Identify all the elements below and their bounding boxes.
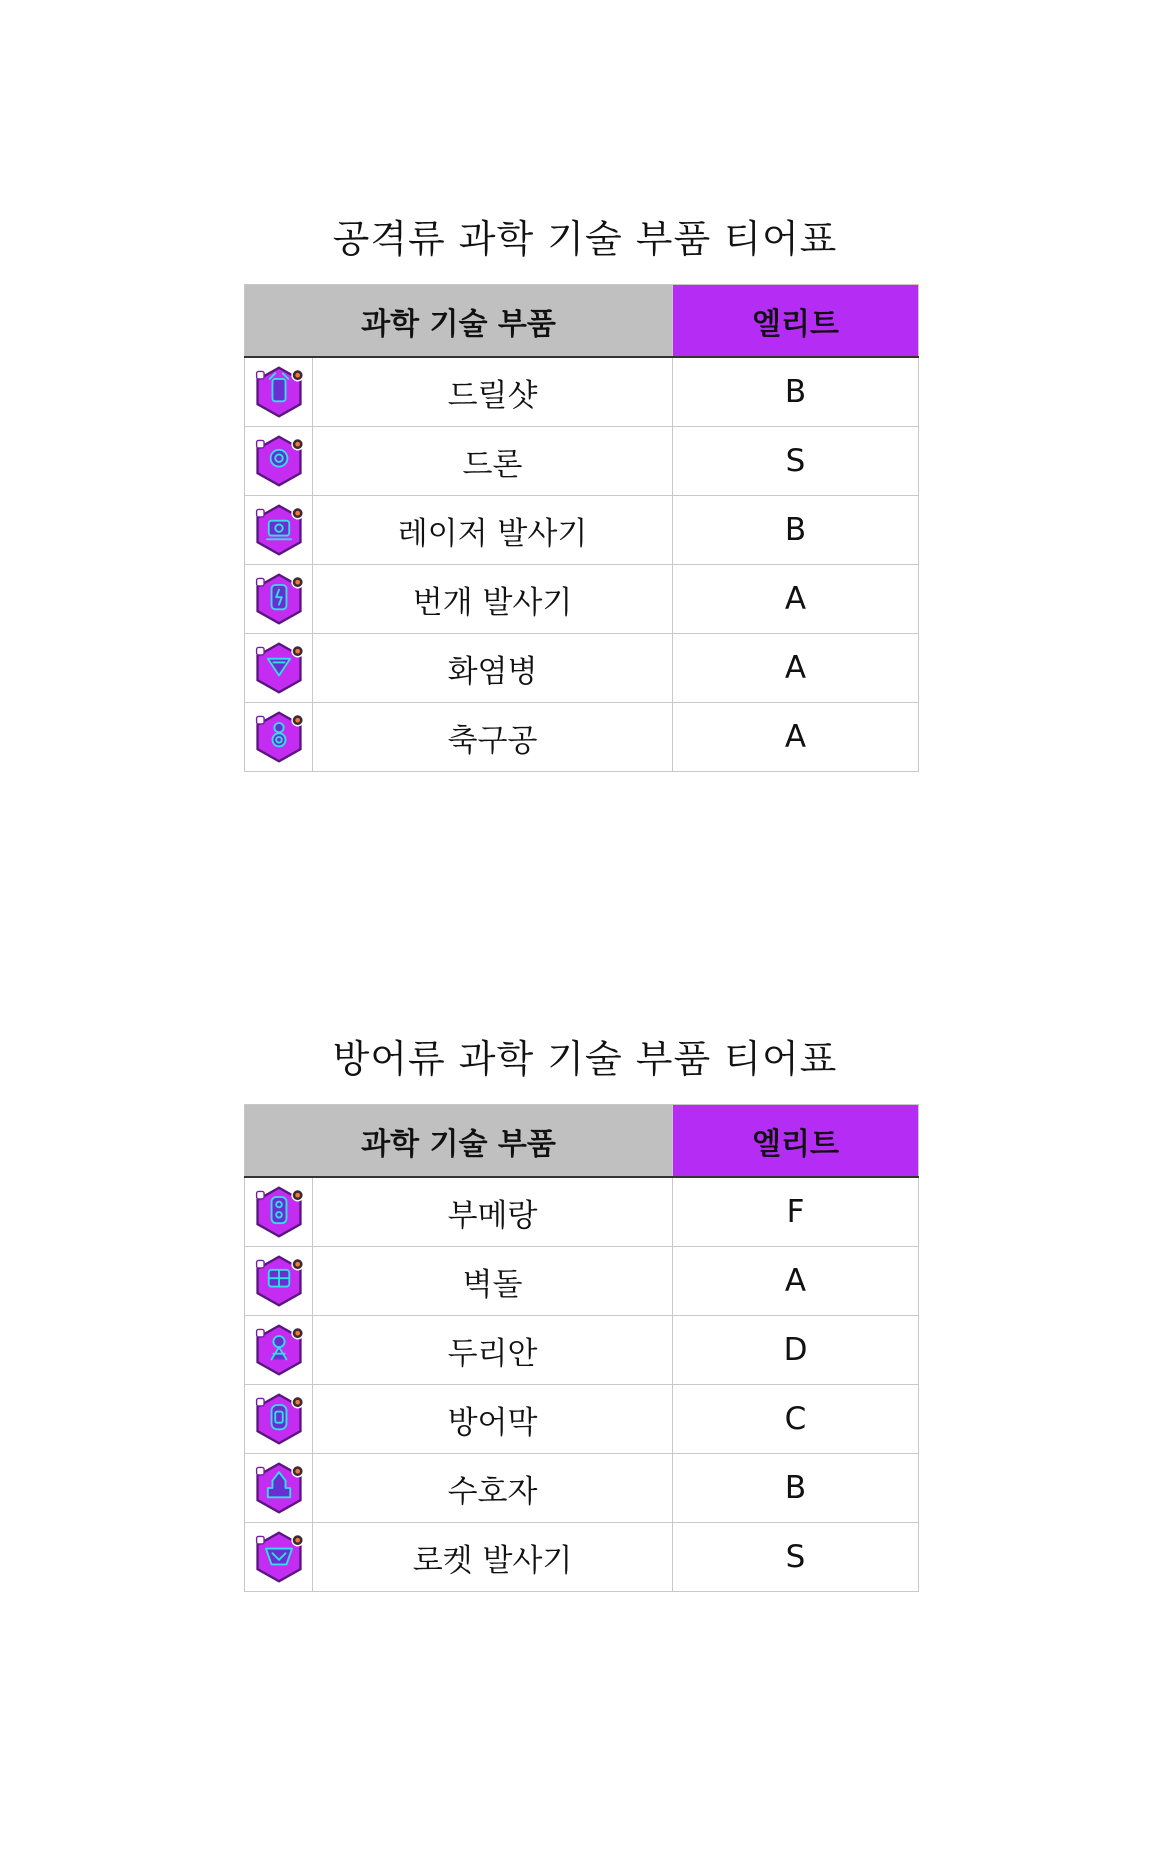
shield-barrier-icon bbox=[245, 1385, 313, 1454]
table-header-row bbox=[245, 1105, 919, 1178]
part-grade: A bbox=[673, 634, 919, 703]
part-grade: B bbox=[673, 357, 919, 427]
table-row bbox=[245, 496, 919, 565]
part-name: 방어막 bbox=[313, 1385, 673, 1454]
header-elite-label: 엘리트 bbox=[673, 285, 919, 358]
guardian-icon bbox=[245, 1454, 313, 1523]
drone-icon bbox=[245, 427, 313, 496]
header-elite-label: 엘리트 bbox=[673, 1105, 919, 1178]
part-grade: F bbox=[673, 1177, 919, 1247]
part-name: 부메랑 bbox=[313, 1177, 673, 1247]
table-row bbox=[245, 634, 919, 703]
table-row bbox=[245, 1385, 919, 1454]
part-grade: B bbox=[673, 1454, 919, 1523]
part-name: 벽돌 bbox=[313, 1247, 673, 1316]
part-grade: A bbox=[673, 1247, 919, 1316]
table-row bbox=[245, 1247, 919, 1316]
laser-launcher-icon-badge bbox=[251, 502, 307, 558]
part-name: 두리안 bbox=[313, 1316, 673, 1385]
brick-icon-badge bbox=[251, 1253, 307, 1309]
table-row bbox=[245, 565, 919, 634]
part-grade: A bbox=[673, 565, 919, 634]
header-part-label: 과학 기술 부품 bbox=[245, 1105, 673, 1178]
part-grade: B bbox=[673, 496, 919, 565]
rocket-launcher-icon-badge bbox=[251, 1529, 307, 1585]
lightning-launcher-icon-badge bbox=[251, 571, 307, 627]
part-name: 레이저 발사기 bbox=[313, 496, 673, 565]
laser-launcher-icon bbox=[245, 496, 313, 565]
lightning-launcher-icon bbox=[245, 565, 313, 634]
molotov-icon bbox=[245, 634, 313, 703]
part-name: 드론 bbox=[313, 427, 673, 496]
table-row bbox=[245, 427, 919, 496]
molotov-icon-badge bbox=[251, 640, 307, 696]
soccer-ball-icon-badge bbox=[251, 709, 307, 765]
part-grade: A bbox=[673, 703, 919, 772]
tier-table bbox=[244, 1104, 919, 1592]
part-name: 화염병 bbox=[313, 634, 673, 703]
table-header-row bbox=[245, 285, 919, 358]
guardian-icon-badge bbox=[251, 1460, 307, 1516]
durian-icon-badge bbox=[251, 1322, 307, 1378]
drone-icon-badge bbox=[251, 433, 307, 489]
part-grade: S bbox=[673, 427, 919, 496]
tier-table bbox=[244, 284, 919, 772]
brick-icon bbox=[245, 1247, 313, 1316]
soccer-ball-icon bbox=[245, 703, 313, 772]
boomerang-icon-badge bbox=[251, 1184, 307, 1240]
part-name: 로켓 발사기 bbox=[313, 1523, 673, 1592]
boomerang-icon bbox=[245, 1177, 313, 1247]
shield-barrier-icon-badge bbox=[251, 1391, 307, 1447]
table-row bbox=[245, 703, 919, 772]
part-grade: S bbox=[673, 1523, 919, 1592]
table-row bbox=[245, 1523, 919, 1592]
durian-icon bbox=[245, 1316, 313, 1385]
table-row bbox=[245, 357, 919, 427]
part-grade: D bbox=[673, 1316, 919, 1385]
part-name: 번개 발사기 bbox=[313, 565, 673, 634]
part-name: 드릴샷 bbox=[313, 357, 673, 427]
rocket-launcher-icon bbox=[245, 1523, 313, 1592]
part-name: 수호자 bbox=[313, 1454, 673, 1523]
table-row bbox=[245, 1316, 919, 1385]
drill-shot-icon bbox=[245, 357, 313, 427]
section-title: 방어류 과학 기술 부품 티어표 bbox=[332, 1037, 838, 1081]
part-name: 축구공 bbox=[313, 703, 673, 772]
section-title: 공격류 과학 기술 부품 티어표 bbox=[332, 217, 838, 261]
table-row bbox=[245, 1454, 919, 1523]
table-row bbox=[245, 1177, 919, 1247]
drill-shot-icon-badge bbox=[251, 364, 307, 420]
header-part-label: 과학 기술 부품 bbox=[245, 285, 673, 358]
part-grade: C bbox=[673, 1385, 919, 1454]
